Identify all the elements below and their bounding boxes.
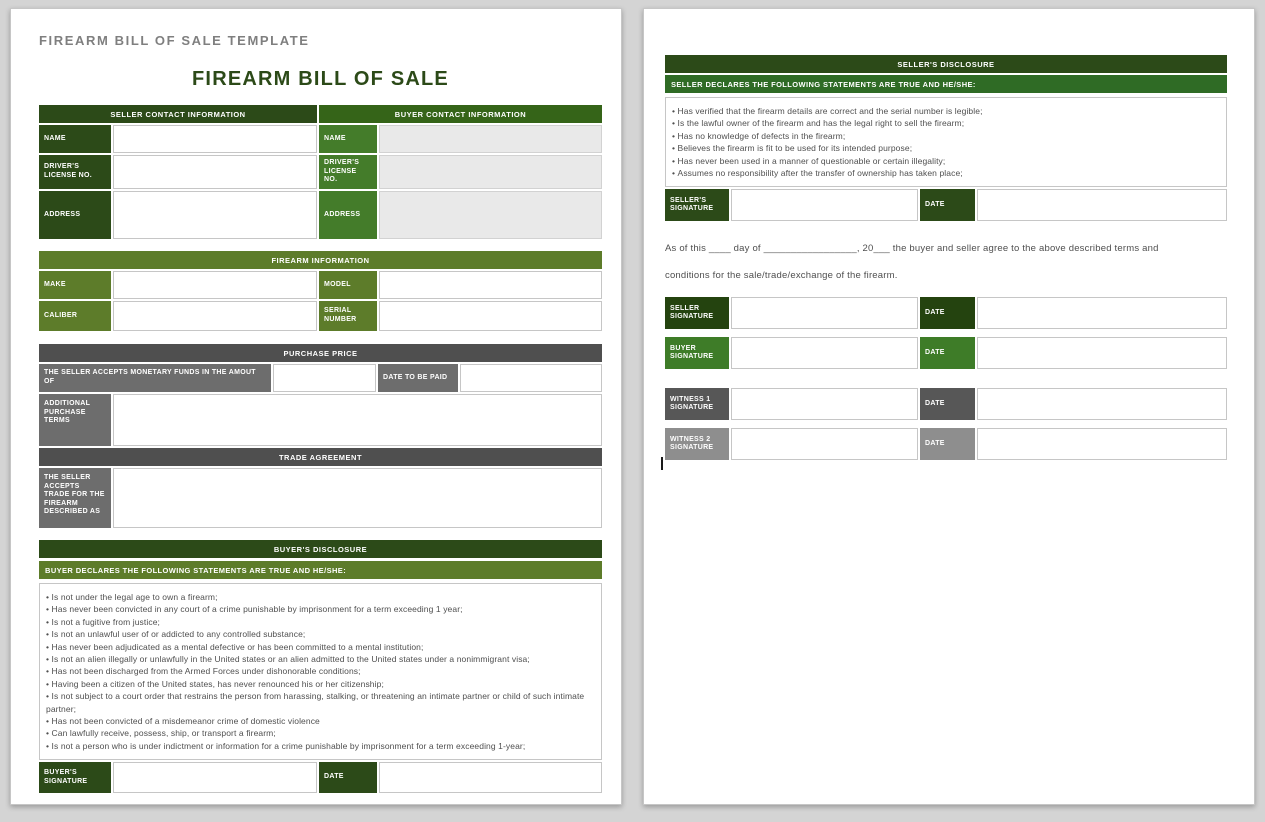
- disclosure-bullet: • Is not an alien illegally or unlawfully in the United states or an alien admitted to the United states under a nonimmigrant visa;: [46, 653, 595, 665]
- agreement-line: conditions for the sale/trade/exchange of the firearm.: [665, 270, 898, 282]
- buyers-signature-field[interactable]: [113, 762, 317, 793]
- buyer-license-field[interactable]: [379, 155, 602, 189]
- disclosure-bullet: • Is not subject to a court order that restrains the person from harassing, stalking, or threatening an intimate partner or child of such intimate partner;: [46, 690, 595, 715]
- contact-table: [39, 105, 602, 239]
- disclosure-bullet: • Has verified that the firearm details are correct and the serial number is legible;: [672, 105, 1220, 117]
- sellers-signature-field[interactable]: [731, 189, 918, 221]
- buyers-signature-row: [39, 762, 602, 793]
- buyers-disclosure-header: BUYER'S DISCLOSURE: [39, 540, 602, 558]
- seller-signature-label: SELLER SIGNATURE: [665, 297, 729, 329]
- trade-accepts-label: THE SELLER ACCEPTS TRADE FOR THE FIREARM DESCRIBED AS: [39, 468, 111, 528]
- seller-address-label: ADDRESS: [39, 191, 111, 239]
- buyers-date-field[interactable]: [379, 762, 602, 793]
- disclosure-bullet: • Is not a fugitive from justice;: [46, 616, 595, 628]
- buyer-sig-date-field[interactable]: [977, 337, 1227, 369]
- witness1-signature-field[interactable]: [731, 388, 918, 420]
- trade-description-field[interactable]: [113, 468, 602, 528]
- seller-sig-date-field[interactable]: [977, 297, 1227, 329]
- disclosure-bullet: • Is not an unlawful user of or addicted to any controlled substance;: [46, 628, 595, 640]
- disclosure-bullet: • Can lawfully receive, possess, ship, or transport a firearm;: [46, 727, 595, 739]
- sellers-disclosure-header: SELLER'S DISCLOSURE: [665, 55, 1227, 73]
- disclosure-bullet: • Has no knowledge of defects in the firearm;: [672, 130, 1220, 142]
- trade-agreement-row: [39, 468, 602, 528]
- disclosure-bullet: • Is not under the legal age to own a firearm;: [46, 591, 595, 603]
- buyers-signature-label: BUYER'S SIGNATURE: [39, 762, 111, 793]
- sellers-disclosure-bullets: [665, 97, 1227, 187]
- seller-contact-header: SELLER CONTACT INFORMATION: [39, 105, 317, 123]
- model-label: MODEL: [319, 271, 377, 299]
- firearm-table: [39, 251, 602, 331]
- buyer-signature-field[interactable]: [731, 337, 918, 369]
- witness1-signature-label: WITNESS 1 SIGNATURE: [665, 388, 729, 420]
- disclosure-bullet: • Has never been used in a manner of questionable or certain illegality;: [672, 155, 1220, 167]
- buyers-date-label: DATE: [319, 762, 377, 793]
- disclosure-bullet: • Is not a person who is under indictment or information for a crime punishable by imprisonment for a term exceeding 1-year;: [46, 740, 595, 752]
- trade-agreement-header: TRADE AGREEMENT: [39, 448, 602, 466]
- page-title: FIREARM BILL OF SALE: [192, 68, 449, 90]
- witness2-signature-row: [665, 428, 1227, 460]
- witness2-date-field[interactable]: [977, 428, 1227, 460]
- sellers-signature-row: [665, 189, 1227, 221]
- date-to-be-paid-field[interactable]: [460, 364, 602, 392]
- firearm-info-header: FIREARM INFORMATION: [39, 251, 602, 269]
- sellers-date-label: DATE: [920, 189, 975, 221]
- buyer-sig-date-label: DATE: [920, 337, 975, 369]
- seller-signature-field[interactable]: [731, 297, 918, 329]
- witness2-signature-field[interactable]: [731, 428, 918, 460]
- page-2: [643, 8, 1255, 805]
- sellers-signature-label: SELLER'S SIGNATURE: [665, 189, 729, 221]
- witness2-signature-label: WITNESS 2 SIGNATURE: [665, 428, 729, 460]
- seller-name-field[interactable]: [113, 125, 317, 153]
- disclosure-bullet: • Having been a citizen of the United states, has never renounced his or her citizenship;: [46, 678, 595, 690]
- buyer-name-label: NAME: [319, 125, 377, 153]
- monetary-funds-label: THE SELLER ACCEPTS MONETARY FUNDS IN THE AMOUT OF: [39, 364, 271, 392]
- seller-license-label: DRIVER'S LICENSE NO.: [39, 155, 111, 189]
- disclosure-bullet: • Believes the firearm is fit to be used for its intended purpose;: [672, 142, 1220, 154]
- purchase-price-table: [39, 344, 602, 392]
- buyers-disclosure-bullets: [39, 583, 602, 760]
- additional-purchase-terms-field[interactable]: [113, 394, 602, 446]
- text-caret: [661, 457, 663, 470]
- disclosure-bullet: • Has never been convicted in any court of a crime punishable by imprisonment for a term exceeding 1 year;: [46, 603, 595, 615]
- buyer-signature-row: [665, 337, 1227, 369]
- caliber-field[interactable]: [113, 301, 317, 331]
- make-label: MAKE: [39, 271, 111, 299]
- buyer-address-label: ADDRESS: [319, 191, 377, 239]
- serial-number-label: SERIAL NUMBER: [319, 301, 377, 331]
- purchase-price-header: PURCHASE PRICE: [39, 344, 602, 362]
- buyer-contact-header: BUYER CONTACT INFORMATION: [319, 105, 602, 123]
- seller-sig-date-label: DATE: [920, 297, 975, 329]
- disclosure-bullet: • Assumes no responsibility after the transfer of ownership has taken place;: [672, 167, 1220, 179]
- seller-address-field[interactable]: [113, 191, 317, 239]
- buyer-license-label: DRIVER'S LICENSE NO.: [319, 155, 377, 189]
- date-to-be-paid-label: DATE TO BE PAID: [378, 364, 458, 392]
- disclosure-bullet: • Has not been discharged from the Armed Forces under dishonorable conditions;: [46, 665, 595, 677]
- sellers-disclosure-subheader: SELLER DECLARES THE FOLLOWING STATEMENTS ARE TRUE AND HE/SHE:: [665, 75, 1227, 93]
- seller-name-label: NAME: [39, 125, 111, 153]
- buyer-name-field[interactable]: [379, 125, 602, 153]
- agreement-line: As of this ____ day of _________________, 20___ the buyer and seller agree to the above described terms and: [665, 243, 1159, 255]
- additional-purchase-terms-label: ADDITIONAL PURCHASE TERMS: [39, 394, 111, 446]
- seller-signature-row: [665, 297, 1227, 329]
- caliber-label: CALIBER: [39, 301, 111, 331]
- buyer-address-field[interactable]: [379, 191, 602, 239]
- seller-license-field[interactable]: [113, 155, 317, 189]
- witness1-signature-row: [665, 388, 1227, 420]
- serial-number-field[interactable]: [379, 301, 602, 331]
- funds-amount-field[interactable]: [273, 364, 376, 392]
- model-field[interactable]: [379, 271, 602, 299]
- additional-terms-row: [39, 394, 602, 446]
- doc-title: FIREARM BILL OF SALE TEMPLATE: [39, 33, 310, 48]
- witness1-date-field[interactable]: [977, 388, 1227, 420]
- witness2-date-label: DATE: [920, 428, 975, 460]
- disclosure-bullet: • Has never been adjudicated as a mental defective or has been committed to a mental institution;: [46, 641, 595, 653]
- witness1-date-label: DATE: [920, 388, 975, 420]
- buyer-signature-label: BUYER SIGNATURE: [665, 337, 729, 369]
- buyers-disclosure-subheader: BUYER DECLARES THE FOLLOWING STATEMENTS ARE TRUE AND HE/SHE:: [39, 561, 602, 579]
- agreement-paragraph: [665, 235, 1227, 289]
- sellers-date-field[interactable]: [977, 189, 1227, 221]
- disclosure-bullet: • Has not been convicted of a misdemeanor crime of domestic violence: [46, 715, 595, 727]
- make-field[interactable]: [113, 271, 317, 299]
- disclosure-bullet: • Is the lawful owner of the firearm and has the legal right to sell the firearm;: [672, 117, 1220, 129]
- page-1: [10, 8, 622, 805]
